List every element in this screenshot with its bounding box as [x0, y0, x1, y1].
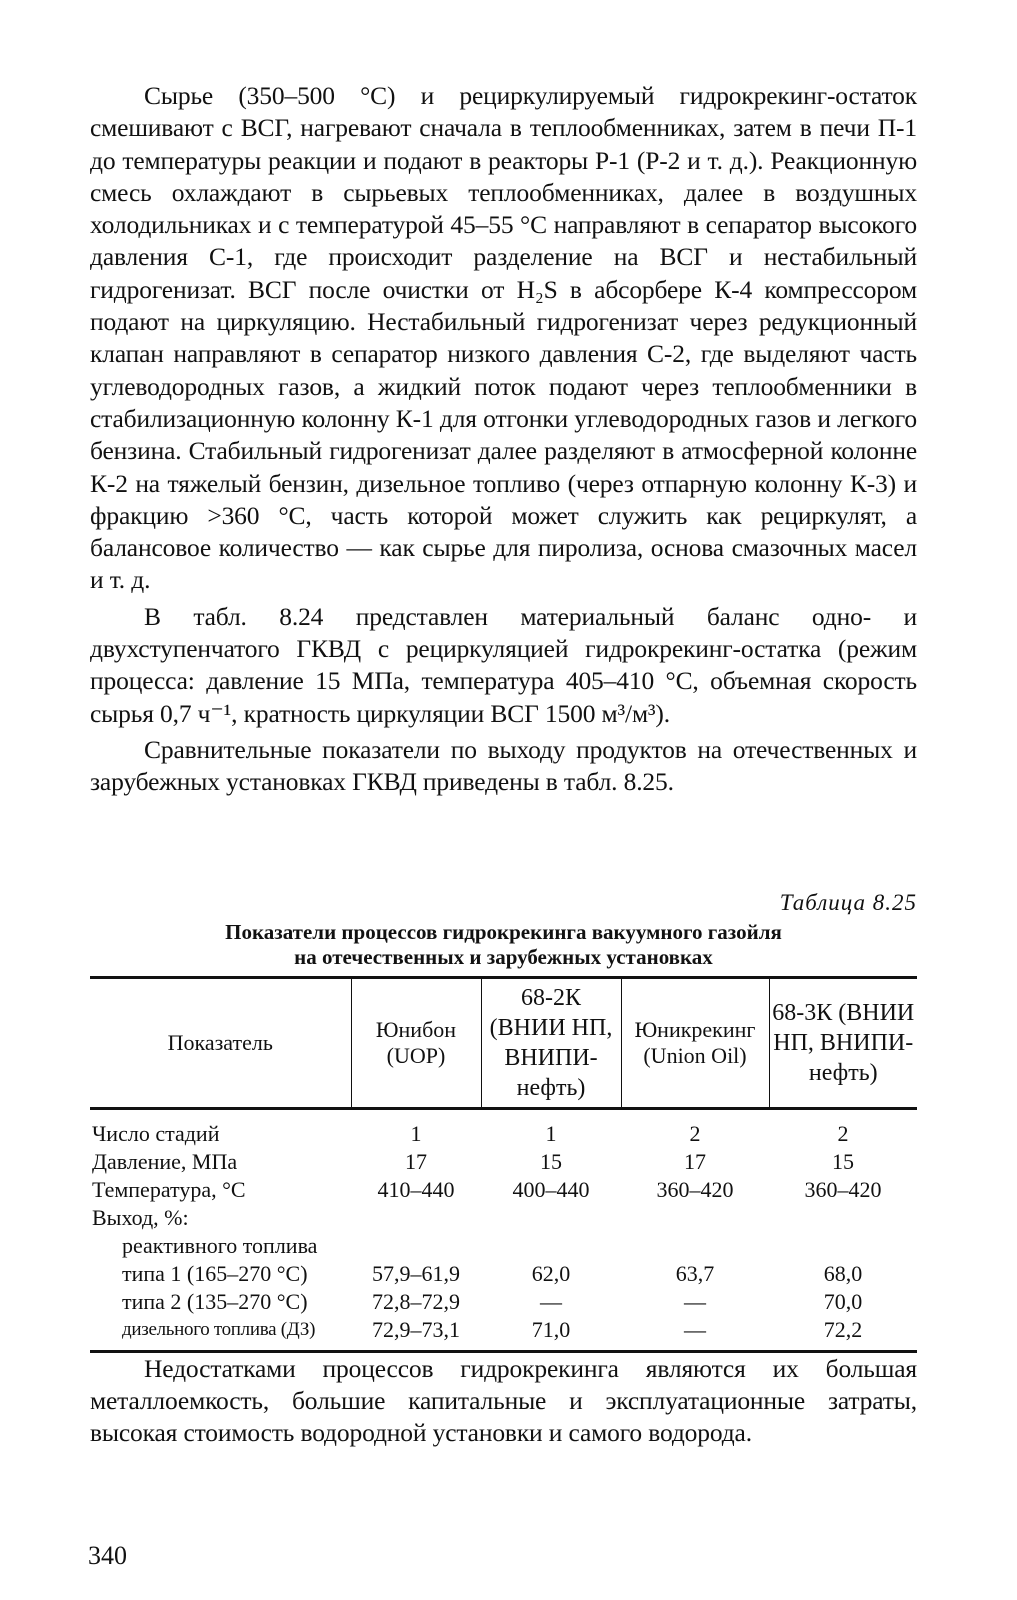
header-indicator: Показатель	[90, 977, 351, 1108]
cell-value: 15	[832, 1148, 854, 1174]
cell-value: 70,0	[823, 1288, 863, 1314]
cell-value: 400–440	[512, 1176, 590, 1202]
cell-value: 71,0	[481, 1316, 621, 1352]
cell-value: —	[621, 1316, 769, 1352]
row-label: Температура, °С	[92, 1176, 246, 1202]
table-row	[90, 1148, 917, 1176]
process-comparison-table	[90, 976, 917, 1353]
table-caption: Таблица 8.25	[779, 889, 917, 915]
table-row	[90, 1288, 917, 1316]
table-row	[90, 1232, 917, 1260]
row-label: типа 2 (135–270 °С)	[122, 1288, 308, 1314]
row-label: Выход, %:	[92, 1204, 189, 1230]
cell-value: —	[540, 1288, 562, 1314]
row-label: реактивного топлива	[122, 1232, 318, 1258]
cell-value: 57,9–61,9	[372, 1260, 460, 1286]
table-row	[90, 1108, 917, 1148]
cell-value: 2	[689, 1120, 701, 1146]
paragraph-comparison: Сравнительные показатели по выходу продуктов на отечественных и зарубежных установках ГКВД приведены в табл. 8.25.	[90, 734, 917, 797]
table-header-row	[90, 977, 917, 1108]
cell-value: 15	[540, 1148, 562, 1174]
table-title-line-2: на отечественных и зарубежных установках	[294, 944, 713, 969]
page-content	[90, 80, 917, 1449]
cell-value: 72,9–73,1	[351, 1316, 481, 1352]
row-label: Давление, МПа	[92, 1148, 238, 1174]
cell-value: 62,0	[531, 1260, 571, 1286]
cell-value: 68,0	[823, 1260, 863, 1286]
cell-value: 17	[405, 1148, 427, 1174]
cell-value: 1	[410, 1120, 422, 1146]
table-row	[90, 1316, 917, 1352]
cell-value: 17	[684, 1148, 706, 1174]
table-title-line-1: Показатели процессов гидрокрекинга вакуумного газойля	[225, 919, 782, 944]
header-unicracking: Юникрекинг (Union Oil)	[621, 977, 769, 1108]
table-row	[90, 1260, 917, 1288]
row-label: типа 1 (165–270 °С)	[122, 1260, 308, 1286]
cell-value: 1	[545, 1120, 557, 1146]
row-label: Число стадий	[92, 1120, 220, 1146]
row-label: дизельного топлива (ДЗ)	[90, 1316, 351, 1352]
table-row	[90, 1204, 917, 1232]
cell-value: —	[684, 1288, 706, 1314]
table-row	[90, 1176, 917, 1204]
cell-value: 410–440	[377, 1176, 455, 1202]
cell-value: 63,7	[675, 1260, 715, 1286]
header-68-2k: 68-2К (ВНИИ НП, ВНИПИ- нефть)	[481, 977, 621, 1108]
cell-value: 72,2	[769, 1316, 917, 1352]
header-68-3k: 68-3К (ВНИИ НП, ВНИПИ- нефть)	[769, 977, 917, 1108]
cell-value: 72,8–72,9	[372, 1288, 460, 1314]
paragraph-drawbacks: Недостатками процессов гидрокрекинга являются их большая металлоемкость, большие капитальные и эксплуатационные затраты, высокая стоимость водородной установки и самого водорода.	[90, 1353, 917, 1448]
header-unibon: Юнибон (UOP)	[351, 977, 481, 1108]
paragraph-process-description: Сырье (350–500 °С) и рециркулируемый гидрокрекинг-остаток смешивают с ВСГ, нагревают сначала в теплообменниках, затем в печи П-1 до температуры реакции и подают в реакторы Р-1 (Р-2 и т. д.). Реакционную смесь охлаждают в сырьевых теплообменниках, далее в воздушных холодильниках и с температурой 45–55 °С направляют в сепаратор высокого давления С-1, где происходит разделение на ВСГ и нестабильный гидрогенизат. ВСГ после очистки от H₂S в абсорбере К-4 компрессором подают на циркуляцию. Нестабильный гидрогенизат через редукционный клапан направляют в сепаратор низкого давления С-2, где выделяют часть углеводородных газов, а жидкий поток подают через теплообменники в стабилизационную колонну К-1 для отгонки углеводородных газов и легкого бензина. Стабильный гидрогенизат далее разделяют в атмосферной колонне К-2 на тяжелый бензин, дизельное топливо (через отпарную колонну К-3) и фракцию >360 °С, часть которой может служить как рециркулят, а балансовое количество — как сырье для пиролиза, основа смазочных масел и т. д.	[90, 81, 917, 595]
cell-value: 360–420	[804, 1176, 882, 1202]
cell-value: 360–420	[656, 1176, 734, 1202]
page-number: 340	[88, 1541, 127, 1570]
paragraph-material-balance: В табл. 8.24 представлен материальный баланс одно- и двухступенчатого ГКВД с рециркуляцией гидрокрекинг-остатка (режим процесса: давление 15 МПа, температура 405–410 °С, объемная скорость сырья 0,7 ч⁻¹, кратность циркуляции ВСГ 1500 м³/м³).	[90, 601, 917, 728]
cell-value: 2	[837, 1120, 849, 1146]
